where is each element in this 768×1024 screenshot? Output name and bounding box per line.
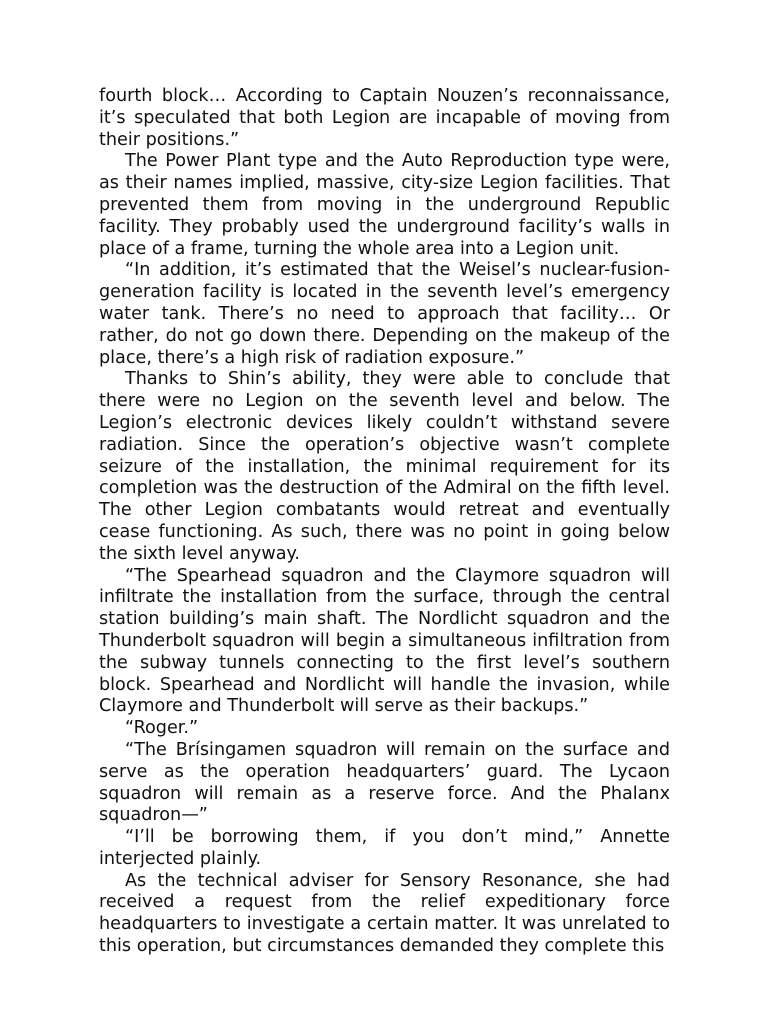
paragraph-5: “The Spearhead squadron and the Claymore squadron will infiltrate the installation from the surface, through the central station building’s main shaft. The Nordlicht squadron and the Thunderbolt squadron will begin a simultaneous infiltration from the subway tunnels connecting to the first level’s southern block. Spearhead and Nordlicht will handle the invasion, while Claymore and Thunderbolt will serve as their backups.” xyxy=(99,565,670,717)
paragraph-3: “In addition, it’s estimated that the Weisel’s nuclear-fusion-generation facility is located in the seventh level’s emergency water tank. There’s no need to approach that facility… Or rather, do not go down there. Depending on the makeup of the place, there’s a high risk of radiation exposure.” xyxy=(99,260,670,368)
paragraph-2: The Power Plant type and the Auto Reproduction type were, as their names implied, massive, city-size Legion facilities. That prevented them from moving in the underground Republic facility. They probably used the underground facility’s walls in place of a frame, turning the whole area into a Legion unit. xyxy=(99,151,670,259)
book-page xyxy=(99,86,670,958)
paragraph-7: “The Brísingamen squadron will remain on the surface and serve as the operation headquarters’ guard. The Lycaon squadron will remain as a reserve force. And the Phalanx squadron—” xyxy=(99,739,670,826)
paragraph-4: Thanks to Shin’s ability, they were able to conclude that there were no Legion on the seventh level and below. The Legion’s electronic devices likely couldn’t withstand severe radiation. Since the operation’s objective wasn’t complete seizure of the installation, the minimal requirement for its completion was the destruction of the Admiral on the fifth level. The other Legion combatants would retreat and eventually cease functioning. As such, there was no point in going below the sixth level anyway. xyxy=(99,369,670,564)
paragraph-9: As the technical adviser for Sensory Resonance, she had received a request from the relief expeditionary force headquarters to investigate a certain matter. It was unrelated to this operation, but circumstances demanded they complete this xyxy=(99,870,670,957)
paragraph-6: “Roger.” xyxy=(125,718,199,739)
paragraph-1: fourth block… According to Captain Nouzen’s reconnaissance, it’s speculated that both Legion are incapable of moving from their positions.” xyxy=(99,86,670,150)
paragraph-8: “I’ll be borrowing them, if you don’t mind,” Annette interjected plainly. xyxy=(99,827,670,869)
